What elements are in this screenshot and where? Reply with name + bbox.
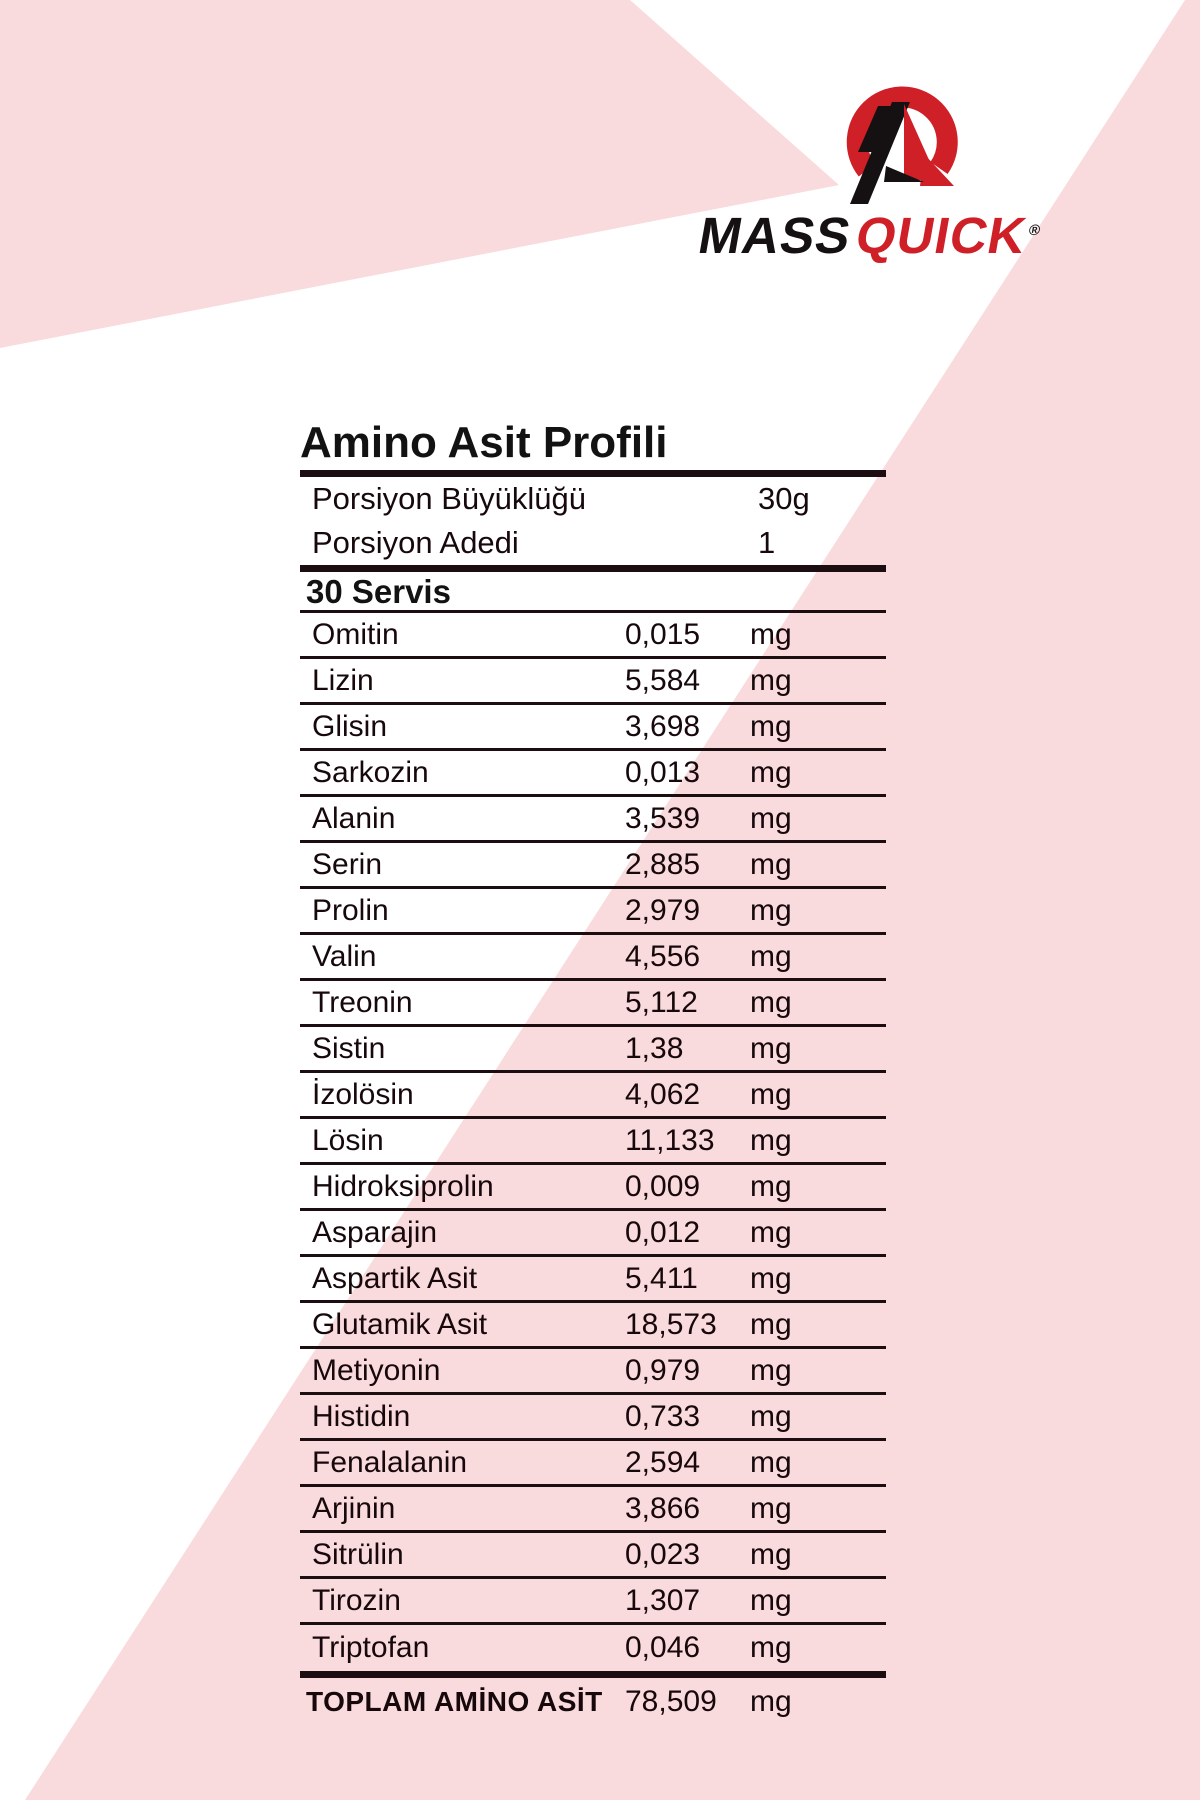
- amino-acid-amount: 0,012: [625, 1215, 701, 1249]
- amino-acid-amount: 0,979: [625, 1353, 701, 1387]
- amino-acid-name: Tirozin: [312, 1583, 401, 1617]
- amino-acid-unit: mg: [750, 801, 792, 835]
- amino-acid-amount: 18,573: [625, 1307, 717, 1341]
- amino-acid-amount: 11,133: [625, 1123, 715, 1157]
- amino-acid-amount: 2,885: [625, 847, 701, 881]
- total-row: [300, 1678, 886, 1726]
- amino-acid-unit: mg: [750, 1077, 792, 1111]
- amino-acid-name: Sitrülin: [312, 1537, 404, 1571]
- amino-acid-unit: mg: [750, 1307, 792, 1341]
- amino-acid-name: Glisin: [312, 709, 388, 743]
- amino-acid-amount: 0,015: [625, 617, 701, 651]
- amino-acid-amount: 5,112: [625, 985, 698, 1019]
- serving-count-row: [300, 521, 886, 565]
- table-row: [300, 1487, 886, 1533]
- amino-acid-amount: 2,594: [625, 1445, 701, 1479]
- amino-acid-amount: 3,539: [625, 801, 701, 835]
- table-row: [300, 705, 886, 751]
- amino-acid-name: Aspartik Asit: [312, 1261, 478, 1295]
- serving-count-label: Porsiyon Adedi: [312, 525, 519, 560]
- amino-acid-amount: 4,556: [625, 939, 701, 973]
- panel-title: Amino Asit Profili: [300, 418, 668, 467]
- amino-acid-unit: mg: [750, 1537, 792, 1571]
- amino-acid-name: Arjinin: [312, 1491, 396, 1525]
- serving-size-row: [300, 477, 886, 521]
- brand-name-mass: MASS: [694, 207, 856, 264]
- amino-acid-name: İzolösin: [312, 1077, 414, 1111]
- amino-acid-unit: mg: [750, 1445, 792, 1479]
- amino-acid-unit: mg: [750, 847, 792, 881]
- table-row: [300, 889, 886, 935]
- amino-acid-unit: mg: [750, 1491, 792, 1525]
- amino-acid-unit: mg: [750, 709, 792, 743]
- amino-acid-name: Fenalalanin: [312, 1445, 468, 1479]
- amino-acid-amount: 0,009: [625, 1169, 701, 1203]
- amino-acid-amount: 0,013: [625, 755, 701, 789]
- amino-acid-amount: 4,062: [625, 1077, 701, 1111]
- amino-acid-name: Prolin: [312, 893, 389, 927]
- amino-acid-unit: mg: [750, 893, 792, 927]
- amino-acid-name: Lösin: [312, 1123, 384, 1157]
- amino-acid-unit: mg: [750, 1353, 792, 1387]
- amino-acid-name: Omitin: [312, 617, 399, 651]
- divider: [300, 1671, 886, 1678]
- amino-acid-unit: mg: [750, 1215, 792, 1249]
- amino-acid-amount: 5,584: [625, 663, 701, 697]
- amino-acid-unit: mg: [750, 1261, 792, 1295]
- amino-acid-name: Triptofan: [312, 1631, 430, 1664]
- massquick-qa-icon: [838, 84, 970, 208]
- table-row: [300, 1441, 886, 1487]
- amino-acid-amount: 3,698: [625, 709, 701, 743]
- amino-acid-unit: mg: [750, 617, 792, 651]
- brand-logo: [694, 84, 1110, 264]
- table-row: [300, 1119, 886, 1165]
- amino-acid-amount: 0,046: [625, 1631, 701, 1664]
- amino-acid-name: Sarkozin: [312, 755, 429, 789]
- amino-acid-profile-panel: [300, 418, 886, 1726]
- table-row: [300, 797, 886, 843]
- amino-acid-rows: [300, 613, 886, 1671]
- table-row: [300, 1027, 886, 1073]
- table-row: [300, 1073, 886, 1119]
- table-row: [300, 751, 886, 797]
- table-row: [300, 1165, 886, 1211]
- amino-acid-unit: mg: [750, 1631, 792, 1664]
- amino-acid-name: Lizin: [312, 663, 374, 697]
- amino-acid-unit: mg: [750, 1031, 792, 1065]
- amino-acid-name: Valin: [312, 939, 377, 973]
- amino-acid-name: Alanin: [312, 801, 396, 835]
- table-row: [300, 843, 886, 889]
- table-row: [300, 981, 886, 1027]
- amino-acid-name: Treonin: [312, 985, 413, 1019]
- total-label: TOPLAM AMİNO ASİT: [306, 1686, 603, 1717]
- amino-acid-unit: mg: [750, 939, 792, 973]
- table-row: [300, 1211, 886, 1257]
- amino-acid-name: Metiyonin: [312, 1353, 441, 1387]
- amino-acid-name: Hidroksiprolin: [312, 1169, 494, 1203]
- amino-acid-unit: mg: [750, 663, 792, 697]
- table-row: [300, 1533, 886, 1579]
- divider: [300, 470, 886, 477]
- serving-count-value: 1: [758, 525, 776, 560]
- serving-size-value: 30g: [758, 481, 810, 516]
- total-unit: mg: [750, 1685, 792, 1718]
- brand-wordmark: [694, 206, 1114, 264]
- table-row: [300, 1579, 886, 1625]
- amino-acid-amount: 1,38: [625, 1031, 684, 1065]
- table-row: [300, 1349, 886, 1395]
- amino-acid-name: Asparajin: [312, 1215, 438, 1249]
- amino-acid-unit: mg: [750, 1123, 792, 1157]
- amino-acid-amount: 1,307: [625, 1583, 701, 1617]
- amino-acid-unit: mg: [750, 1399, 792, 1433]
- brand-name-quick: QUICK: [851, 207, 1032, 264]
- amino-acid-unit: mg: [750, 1583, 792, 1617]
- table-row: [300, 1625, 886, 1671]
- amino-acid-amount: 0,023: [625, 1537, 701, 1571]
- amino-acid-unit: mg: [750, 1169, 792, 1203]
- amino-acid-name: Histidin: [312, 1399, 411, 1433]
- amino-acid-name: Sistin: [312, 1031, 386, 1065]
- amino-acid-unit: mg: [750, 985, 792, 1019]
- registered-trademark-symbol: ®: [1027, 222, 1043, 239]
- serving-size-label: Porsiyon Büyüklüğü: [312, 481, 586, 516]
- amino-acid-amount: 5,411: [625, 1261, 698, 1295]
- table-row: [300, 1257, 886, 1303]
- table-row: [300, 613, 886, 659]
- amino-acid-amount: 2,979: [625, 893, 701, 927]
- table-row: [300, 659, 886, 705]
- amino-acid-amount: 3,866: [625, 1491, 701, 1525]
- table-row: [300, 1303, 886, 1349]
- table-row: [300, 1395, 886, 1441]
- servings-header: 30 Servis: [306, 573, 451, 610]
- amino-acid-name: Serin: [312, 847, 383, 881]
- total-value: 78,509: [625, 1685, 717, 1718]
- divider: [300, 565, 886, 572]
- amino-acid-amount: 0,733: [625, 1399, 701, 1433]
- amino-acid-name: Glutamik Asit: [312, 1307, 488, 1341]
- table-row: [300, 935, 886, 981]
- amino-acid-unit: mg: [750, 755, 792, 789]
